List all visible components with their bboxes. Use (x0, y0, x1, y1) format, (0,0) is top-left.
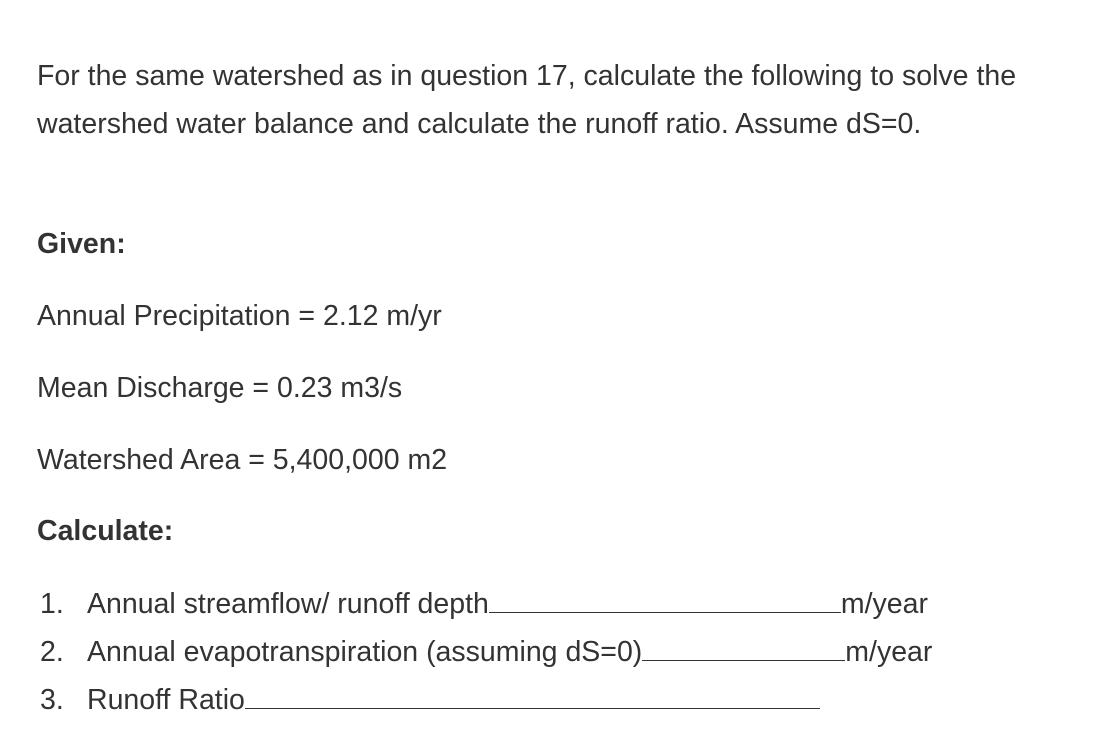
answer-blank[interactable] (642, 632, 845, 661)
problem-statement: For the same watershed as in question 17, calculate the following to solve the watershed water balance and calculate the runoff ratio. Assume dS=0. (37, 60, 1017, 140)
answer-blank[interactable] (245, 680, 820, 709)
question-label: Annual streamflow/ runoff depth (87, 588, 489, 620)
question-runoff-ratio (40, 678, 932, 726)
answer-unit: m/year (840, 588, 928, 620)
question-label: Runoff Ratio (87, 684, 245, 716)
question-label: Annual evapotranspiration (assuming dS=0) (87, 636, 643, 668)
question-evapotranspiration (40, 630, 932, 678)
given-watershed-area: Watershed Area = 5,400,000 m2 (37, 444, 448, 476)
given-mean-discharge: Mean Discharge = 0.23 m3/s (37, 372, 403, 404)
answer-blank[interactable] (489, 584, 841, 613)
question-number: 3. (40, 684, 64, 716)
question-list (40, 582, 932, 726)
given-heading: Given: (37, 228, 126, 260)
question-runoff-depth (40, 582, 932, 630)
answer-unit: m/year (845, 636, 933, 668)
calculate-heading: Calculate: (37, 515, 174, 547)
question-number: 2. (40, 636, 64, 668)
question-number: 1. (40, 588, 64, 620)
given-annual-precipitation: Annual Precipitation = 2.12 m/yr (37, 300, 442, 332)
